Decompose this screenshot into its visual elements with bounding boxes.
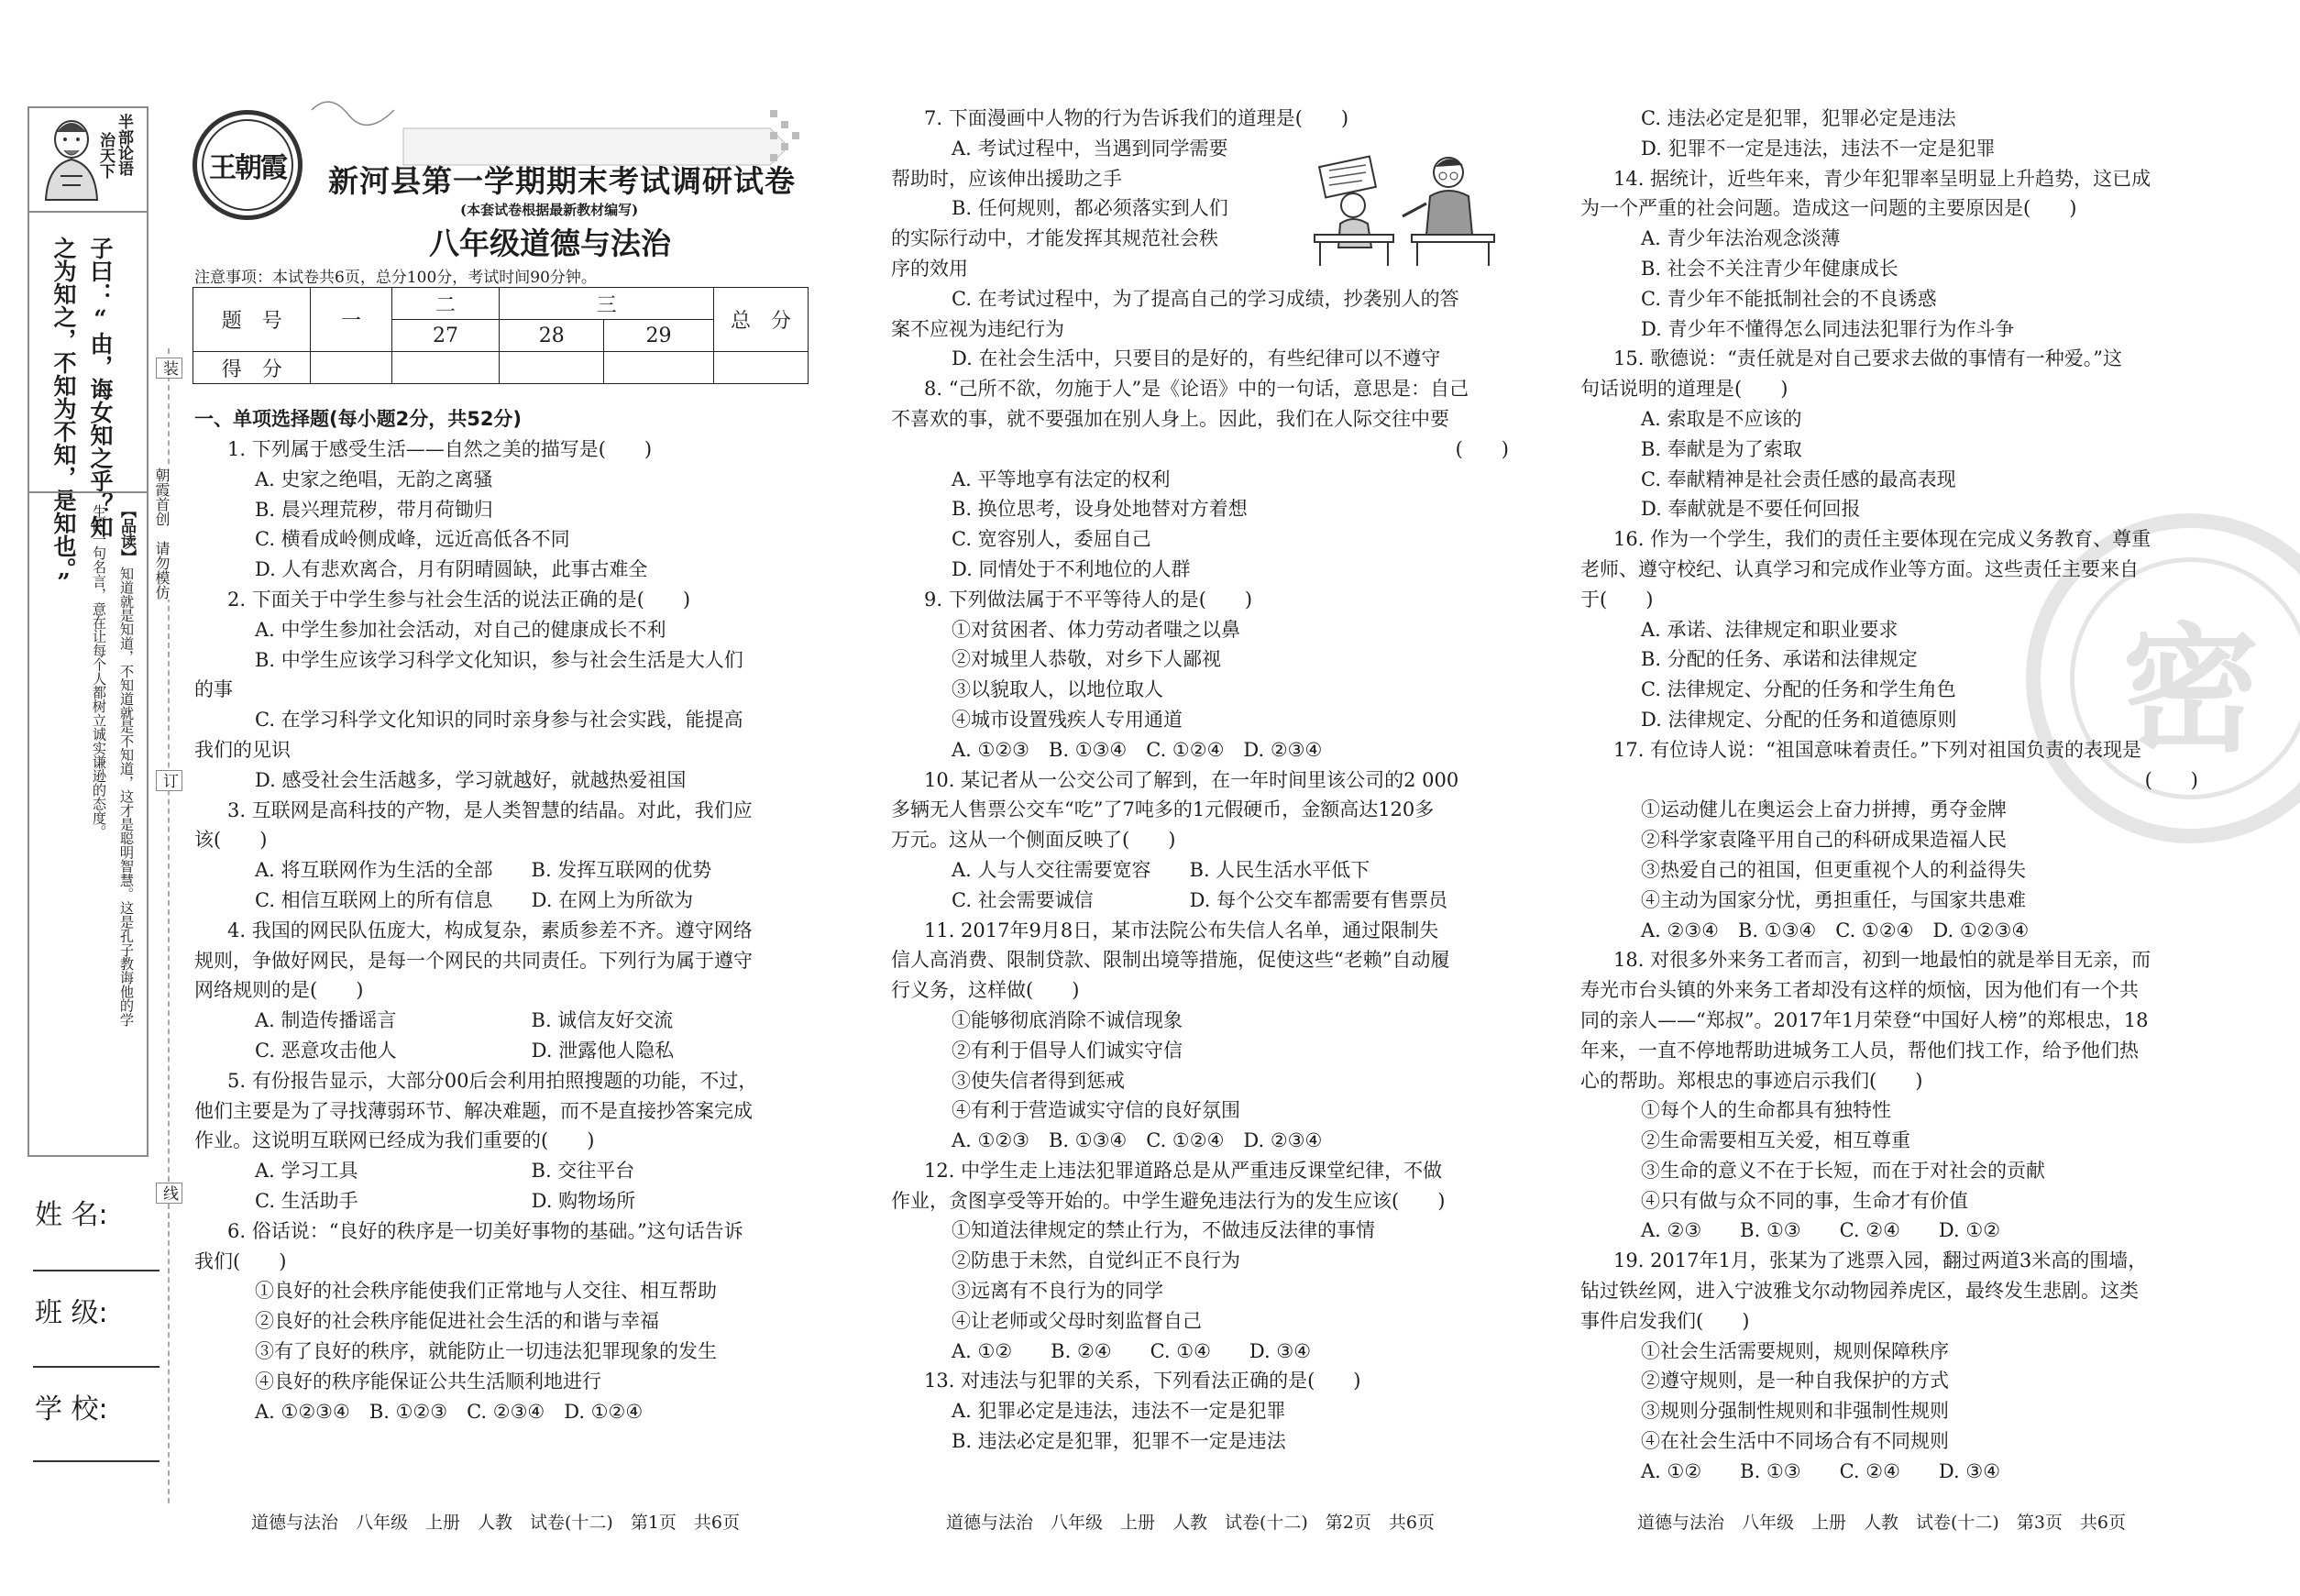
text-line: 寿光市台头镇的外来务工者却没有这样的烦恼，因为他们有一个共 xyxy=(1580,979,2139,1002)
text-line: 4. 我国的网民队伍庞大，构成复杂，素质参差不齐。遵守网络 xyxy=(227,919,753,941)
text-line: C. 青少年不能抵制社会的不良诱惑 xyxy=(1641,287,1937,310)
score-cell[interactable] xyxy=(604,352,714,384)
text-line: 句话说明的道理是( ) xyxy=(1580,378,1788,401)
text-line: B. 分配的任务、承诺和法律规定 xyxy=(1641,648,1918,671)
text-line: ②遵守规则，是一种自我保护的方式 xyxy=(1641,1370,1949,1392)
score-cell[interactable] xyxy=(391,352,500,384)
text-line: A. 承诺、法律规定和职业要求 xyxy=(1641,618,1898,641)
score-cell[interactable] xyxy=(713,352,808,384)
quote-sidebar xyxy=(28,106,149,1157)
reading-label: 【品读】 xyxy=(117,502,136,565)
text-line: 的事 xyxy=(194,678,233,701)
binding-mark-3: 线 xyxy=(156,1183,182,1204)
text-line: D. 犯罪不一定是违法，违法不一定是犯罪 xyxy=(1641,137,1996,160)
text-line: ②防患于未然，自觉纠正不良行为 xyxy=(952,1249,1240,1272)
score-cell[interactable] xyxy=(311,352,391,384)
text-line: ( ) xyxy=(1455,437,1509,460)
text-line: ④城市设置残疾人专用通道 xyxy=(952,708,1183,731)
text-line: D. 感受社会生活越多，学习就越好，就越热爱祖国 xyxy=(255,768,687,791)
text-line: D. 人有悲欢离合，月有阴晴圆缺，此事古难全 xyxy=(255,558,648,581)
text-line: ③以貌取人，以地位取人 xyxy=(952,678,1163,701)
text-line: C. 在学习科学文化知识的同时亲身参与社会实践，能提高 xyxy=(255,709,743,732)
text-line: 万元。这从一个侧面反映了( ) xyxy=(891,829,1176,852)
reading-text-2: 生的一句名言，意在让每个人都树立诚实谦逊的态度。 xyxy=(91,504,107,839)
text-line: 10. 某记者从一公交公司了解到，在一年时间里该公司的2 000 xyxy=(924,768,1459,791)
table-header-cell: 总 分 xyxy=(713,288,808,352)
text-line: 5. 有份报告显示，大部分00后会利用拍照搜题的功能，不过， xyxy=(227,1069,758,1092)
text-line: A. 中学生参加社会活动，对自己的健康成长不利 xyxy=(255,618,666,641)
quote-line-2: 之为知之，不知为不知，是知也。” xyxy=(50,237,77,596)
text-line: D. 在社会生活中，只要目的是好的，有些纪律可以不遵守 xyxy=(952,347,1441,370)
confidential-seal-mark: 密 xyxy=(2070,557,2300,799)
table-header-cell: 27 xyxy=(391,320,500,352)
text-line: 该( ) xyxy=(194,829,268,852)
text-line: A. 犯罪必定是违法，违法不一定是犯罪 xyxy=(952,1400,1286,1423)
exam-cartoon-icon xyxy=(1302,139,1505,268)
text-line: 于( ) xyxy=(1580,588,1654,611)
text-line: ③规则分强制性规则和非强制性规则 xyxy=(1641,1400,1949,1423)
text-line: A. ①② B. ②④ C. ①④ D. ③④ xyxy=(952,1339,1312,1362)
school-title: 新河县第一学期期末考试调研试卷 xyxy=(328,163,796,199)
text-line: 不喜欢的事，就不要强加在别人身上。因此，我们在人际交往中要 xyxy=(891,407,1449,430)
text-line: 8. “己所不欲，勿施于人”是《论语》中的一句话，意思是：自己 xyxy=(924,378,1469,401)
text-line: C. 生活助手 D. 购物场所 xyxy=(255,1189,636,1212)
text-line: 年来，一直不停地帮助进城务工人员，帮他们找工作，给予他们热 xyxy=(1580,1039,2139,1062)
text-line: C. 在考试过程中，为了提高自己的学习成绩，抄袭别人的答 xyxy=(952,287,1459,310)
text-line: D. 同情处于不利地位的人群 xyxy=(952,557,1191,580)
text-line: 13. 对违法与犯罪的关系，下列看法正确的是( ) xyxy=(924,1370,1361,1392)
table-header-cell: 题 号 xyxy=(193,288,311,352)
page1-footer: 道德与法治 八年级 上册 人教 试卷(十二) 第1页 共6页 xyxy=(251,1513,741,1533)
table-header-cell: 三 xyxy=(500,288,714,320)
text-line: 17. 有位诗人说：“祖国意味着责任。”下列对祖国负责的表现是 xyxy=(1613,738,2142,761)
subtitle: (本套试卷根据最新教材编写) xyxy=(460,202,639,218)
page1-column xyxy=(194,435,818,1426)
text-line: ④良好的秩序能保证公共生活顺利地进行 xyxy=(255,1370,601,1392)
text-line: ③生命的意义不在于长短，而在于对社会的贡献 xyxy=(1641,1159,2045,1182)
brand-name: 王朝霞 xyxy=(202,119,293,211)
text-line: A. 将互联网作为生活的全部 B. 发挥互联网的优势 xyxy=(255,859,712,882)
text-line: A. ①②③④ B. ①②③ C. ②③④ D. ①②④ xyxy=(255,1400,644,1423)
text-line: 作业。这说明互联网已经成为我们重要的( ) xyxy=(194,1129,595,1152)
page3-footer: 道德与法治 八年级 上册 人教 试卷(十二) 第3页 共6页 xyxy=(1637,1513,2127,1533)
section-title: 一、单项选择题(每小题2分，共52分) xyxy=(194,408,523,430)
text-line: ②良好的社会秩序能促进社会生活的和谐与幸福 xyxy=(255,1310,659,1333)
text-line: 12. 中学生走上违法犯罪道路总是从严重违反课堂纪律，不做 xyxy=(924,1159,1443,1182)
table-header-cell: 二 xyxy=(391,288,500,320)
text-line: ②有利于倡导人们诚实守信 xyxy=(952,1039,1183,1062)
text-line: B. 任何规则，都必须落实到人们 xyxy=(952,197,1228,220)
text-line: 事件启发我们( ) xyxy=(1580,1309,1750,1332)
text-line: C. 法律规定、分配的任务和学生角色 xyxy=(1641,678,1956,701)
text-line: ③有了良好的秩序，就能防止一切违法犯罪现象的发生 xyxy=(255,1339,717,1362)
text-line: 信人高消费、限制贷款、限制出境等措施，促使这些“老赖”自动履 xyxy=(891,949,1450,972)
binding-text: 朝霞首创 请勿模仿 xyxy=(153,468,171,600)
text-line: A. ①②③ B. ①③④ C. ①②④ D. ②③④ xyxy=(952,738,1323,761)
text-line: C. 违法必定是犯罪，犯罪必定是违法 xyxy=(1641,107,1956,129)
text-line: 6. 俗话说：“良好的秩序是一切美好事物的基础。”这句话告诉 xyxy=(227,1219,743,1242)
text-line: B. 中学生应该学习科学文化知识，参与社会生活是大人们 xyxy=(255,648,743,671)
text-line: C. 横看成岭侧成峰，远近高低各不同 xyxy=(255,528,570,551)
text-line: ④有利于营造诚实守信的良好氛围 xyxy=(952,1099,1240,1122)
text-line: 3. 互联网是高科技的产物，是人类智慧的结晶。对此，我们应 xyxy=(227,798,753,821)
text-line: ①知道法律规定的禁止行为，不做违反法律的事情 xyxy=(952,1219,1375,1242)
text-line: ①社会生活需要规则，规则保障秩序 xyxy=(1641,1339,1949,1362)
text-line: 行义务，这样做( ) xyxy=(891,979,1080,1002)
sidebar-label-2: 治天下 xyxy=(96,132,115,179)
school-label: 学 校: xyxy=(35,1393,108,1425)
text-line: 网络规则的是( ) xyxy=(194,979,364,1002)
sidebar-divider-2 xyxy=(29,491,147,493)
class-label: 班 级: xyxy=(35,1297,108,1329)
text-line: 案不应视为违纪行为 xyxy=(891,317,1064,340)
text-line: C. 恶意攻击他人 D. 泄露他人隐私 xyxy=(255,1039,675,1062)
text-line: ④主动为国家分忧，勇担重任，与国家共患难 xyxy=(1641,888,2026,911)
sidebar-divider xyxy=(29,211,147,213)
text-line: 的实际行动中，才能发挥其规范社会秩 xyxy=(891,227,1218,250)
text-line: ①每个人的生命都具有独特性 xyxy=(1641,1099,1891,1122)
text-line: 2. 下面关于中学生参与社会生活的说法正确的是( ) xyxy=(227,588,691,611)
text-line: 他们主要是为了寻找薄弱环节、解决难题，而不是直接抄答案完成 xyxy=(194,1099,753,1122)
table-header-cell: 29 xyxy=(604,320,714,352)
text-line: D. 法律规定、分配的任务和道德原则 xyxy=(1641,708,1957,731)
text-line: 规则，争做好网民，是每一个网民的共同责任。下列行为属于遵守 xyxy=(194,949,753,972)
text-line: B. 违法必定是犯罪，犯罪不一定是违法 xyxy=(952,1430,1286,1453)
sidebar-label-1: 半部论语 xyxy=(115,114,133,176)
table-header-cell: 28 xyxy=(500,320,604,352)
text-line: D. 奉献就是不要任何回报 xyxy=(1641,498,1861,521)
score-table xyxy=(193,287,809,384)
text-line: 为一个严重的社会问题。造成这一问题的主要原因是( ) xyxy=(1580,197,2077,220)
text-line: A. ②③ B. ①③ C. ②④ D. ①② xyxy=(1641,1219,2001,1242)
text-line: 同的亲人——“郑叔”。2017年1月荣登“中国好人榜”的郑根忠，18 xyxy=(1580,1008,2149,1031)
table-row-label: 得 分 xyxy=(193,352,311,384)
text-line: 我们( ) xyxy=(194,1249,287,1272)
binding-mark-1: 装 xyxy=(156,358,182,379)
text-line: A. 索取是不应该的 xyxy=(1641,407,1802,430)
text-line: 16. 作为一个学生，我们的责任主要体现在完成义务教育、尊重 xyxy=(1613,528,2151,551)
school-field[interactable] xyxy=(33,1460,160,1462)
text-line: A. 青少年法治观念淡薄 xyxy=(1641,227,1841,250)
text-line: ④在社会生活中不同场合有不同规则 xyxy=(1641,1430,1949,1453)
grade-title: 八年级道德与法治 xyxy=(429,226,671,261)
reading-text-1: 知道就是知道，不知道就是不知道，这才是聪明智慧。这是孔子教诲他的学 xyxy=(118,567,135,1027)
text-line: C. 宽容别人，委屈自己 xyxy=(952,528,1151,551)
text-line: A. 学习工具 B. 交往平台 xyxy=(255,1160,635,1183)
name-field[interactable] xyxy=(33,1270,160,1271)
quote-line-1: 子曰：“由，诲女知之乎？知 xyxy=(87,237,114,538)
score-cell[interactable] xyxy=(500,352,604,384)
table-header-cell: 一 xyxy=(311,288,391,352)
text-line: ②科学家袁隆平用自己的科研成果造福人民 xyxy=(1641,829,2007,852)
brand-logo xyxy=(193,110,303,220)
text-line: 心的帮助。郑根忠的事迹启示我们( ) xyxy=(1580,1069,1923,1092)
notice: 注意事项：本试卷共6页，总分100分，考试时间90分钟。 xyxy=(194,269,597,287)
binding-mark-2: 订 xyxy=(156,770,182,791)
text-line: ④只有做与众不同的事，生命才有价值 xyxy=(1641,1189,1968,1212)
text-line: ③远离有不良行为的同学 xyxy=(952,1280,1163,1303)
text-line: ①运动健儿在奥运会上奋力拼搏，勇夺金牌 xyxy=(1641,798,2007,821)
text-line: 14. 据统计，近些年来，青少年犯罪率呈明显上升趋势，这已成 xyxy=(1613,167,2151,190)
text-line: ③使失信者得到惩戒 xyxy=(952,1069,1125,1092)
text-line: 钻过铁丝网，进入宁波雅戈尔动物园养虎区，最终发生悲剧。这类 xyxy=(1580,1280,2139,1303)
page2-column xyxy=(891,104,1514,1457)
page2-footer: 道德与法治 八年级 上册 人教 试卷(十二) 第2页 共6页 xyxy=(946,1513,1436,1533)
text-line: C. 奉献精神是社会责任感的最高表现 xyxy=(1641,468,1956,490)
text-line: C. 社会需要诚信 D. 每个公交车都需要有售票员 xyxy=(952,888,1448,911)
text-line: B. 晨兴理荒秽，带月荷锄归 xyxy=(255,498,493,521)
text-line: 15. 歌德说：“责任就是对自己要求去做的事情有一种爱。”这 xyxy=(1613,347,2123,370)
text-line: ( ) xyxy=(2144,768,2198,791)
text-line: ①能够彻底消除不诚信现象 xyxy=(952,1008,1183,1031)
text-line: 19. 2017年1月，张某为了逃票入园，翻过两道3米高的围墙， xyxy=(1613,1249,2148,1272)
text-line: 11. 2017年9月8日，某市法院公布失信人名单，通过限制失 xyxy=(924,919,1439,941)
text-line: 7. 下面漫画中人物的行为告诉我们的道理是( ) xyxy=(924,107,1349,129)
page3-column xyxy=(1580,104,2204,1487)
text-line: A. ①②③ B. ①③④ C. ①②④ D. ②③④ xyxy=(952,1129,1323,1152)
text-line: 我们的见识 xyxy=(194,738,291,761)
text-line: A. 史家之绝唱，无韵之离骚 xyxy=(255,468,493,490)
text-line: A. 制造传播谣言 B. 诚信友好交流 xyxy=(255,1009,674,1032)
text-line: C. 相信互联网上的所有信息 D. 在网上为所欲为 xyxy=(255,888,694,911)
text-line: 9. 下列做法属于不平等待人的是( ) xyxy=(924,588,1253,611)
class-field[interactable] xyxy=(33,1366,160,1368)
text-line: B. 奉献是为了索取 xyxy=(1641,437,1802,460)
text-line: ①对贫困者、体力劳动者嗤之以鼻 xyxy=(952,618,1240,641)
text-line: 老师、遵守校纪、认真学习和完成作业等方面。这些责任主要来自 xyxy=(1580,557,2139,580)
text-line: 作业，贪图享受等开始的。中学生避免违法行为的发生应该( ) xyxy=(891,1189,1446,1212)
text-line: B. 换位思考，设身处地替对方着想 xyxy=(952,498,1248,521)
text-line: ②对城里人恭敬，对乡下人鄙视 xyxy=(952,648,1221,671)
text-line: ③热爱自己的祖国，但更重视个人的利益得失 xyxy=(1641,858,2026,881)
text-line: A. 人与人交往需要宽容 B. 人民生活水平低下 xyxy=(952,858,1370,881)
text-line: A. 平等地享有法定的权利 xyxy=(952,468,1171,490)
text-line: 序的效用 xyxy=(891,257,968,280)
text-line: 1. 下列属于感受生活——自然之美的描写是( ) xyxy=(227,438,653,460)
text-line: A. ①② B. ①③ C. ②④ D. ③④ xyxy=(1641,1459,2001,1482)
text-line: ④让老师或父母时刻监督自己 xyxy=(952,1309,1202,1332)
text-line: D. 青少年不懂得怎么同违法犯罪行为作斗争 xyxy=(1641,317,2015,340)
text-line: 18. 对很多外来务工者而言，初到一地最怕的就是举目无亲，而 xyxy=(1613,949,2151,972)
text-line: A. 考试过程中，当遇到同学需要 xyxy=(952,137,1228,160)
text-line: ②生命需要相互关爱，相互尊重 xyxy=(1641,1129,1910,1152)
text-line: B. 社会不关注青少年健康成长 xyxy=(1641,257,1898,280)
text-line: 多辆无人售票公交车“吃”了7吨多的1元假硬币，金额高达120多 xyxy=(891,798,1435,821)
text-line: ①良好的社会秩序能使我们正常地与人交往、相互帮助 xyxy=(255,1280,717,1303)
text-line: 帮助时，应该伸出援助之手 xyxy=(891,167,1122,190)
text-line: A. ②③④ B. ①③④ C. ①②④ D. ①②③④ xyxy=(1641,919,2030,941)
name-label: 姓 名: xyxy=(35,1199,108,1231)
